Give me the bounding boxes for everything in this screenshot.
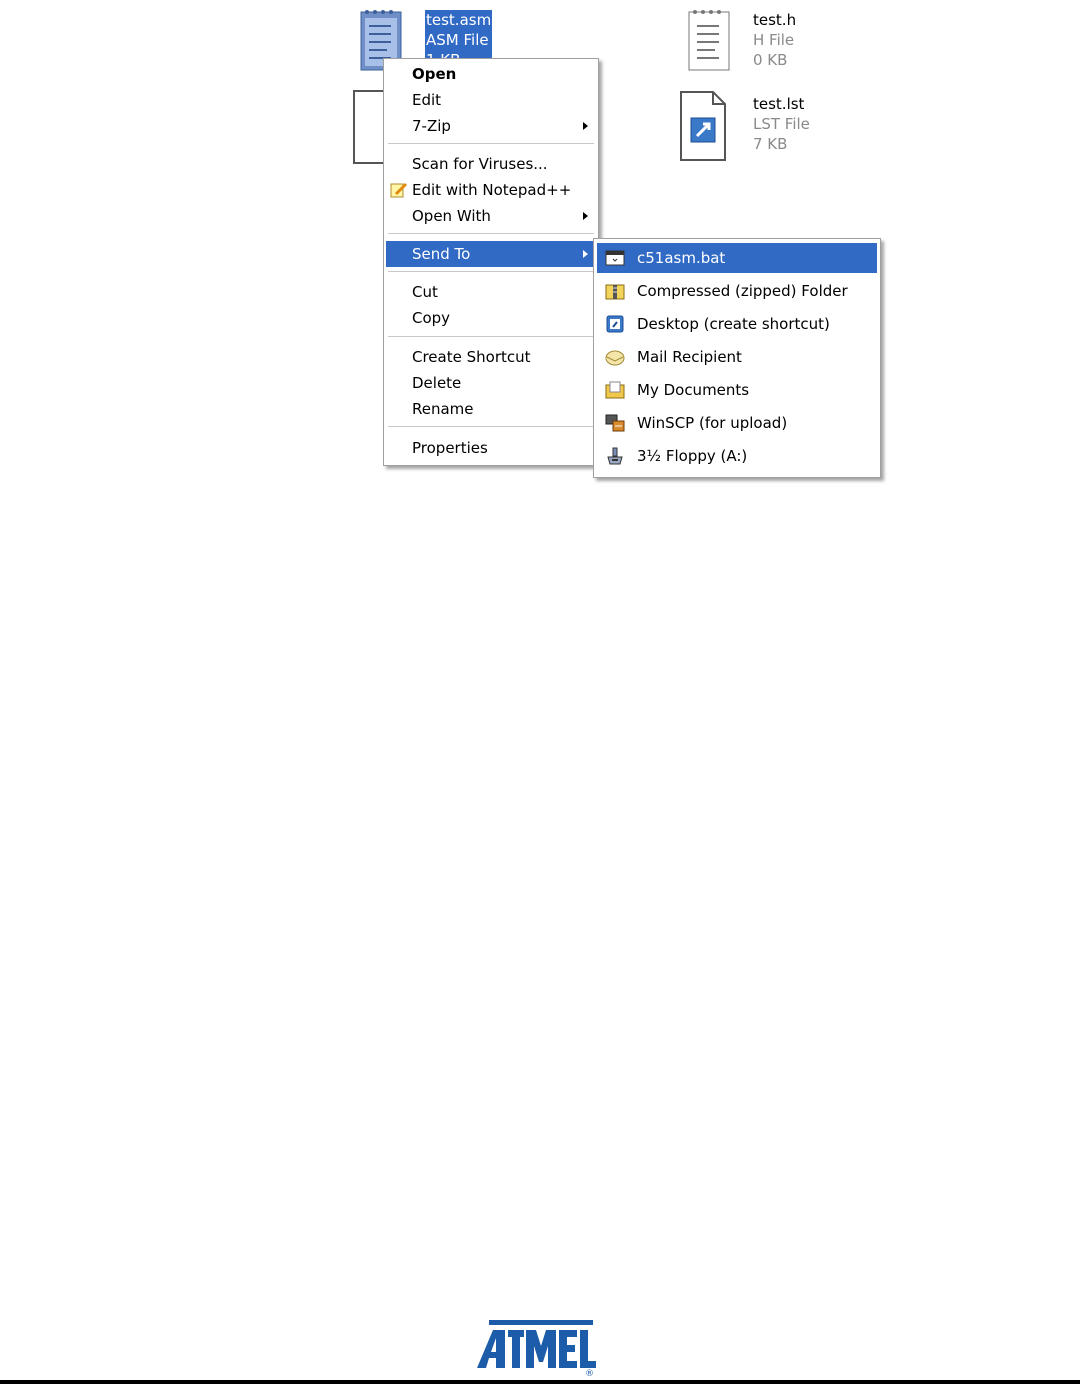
submenu-arrow-icon (583, 122, 588, 130)
send-to-label: 3½ Floppy (A:) (637, 447, 748, 465)
file-name: test.h (753, 11, 797, 29)
desktop-icon (605, 315, 625, 333)
send-to-submenu (593, 238, 881, 478)
menu-item-label: Delete (412, 374, 462, 392)
menu-item-cut[interactable] (386, 279, 596, 305)
file-name: test.asm (426, 11, 492, 29)
submenu-arrow-icon (583, 212, 588, 220)
send-to-item-mail-recipient[interactable] (597, 342, 877, 372)
menu-item-label: Copy (412, 309, 451, 327)
menu-item-label: 7-Zip (412, 117, 451, 135)
zip-folder-icon (605, 282, 625, 300)
menu-item-label: Edit (412, 91, 442, 109)
menu-item-edit[interactable] (386, 87, 596, 113)
send-to-item-my-documents[interactable] (597, 375, 877, 405)
menu-item-copy[interactable] (386, 305, 596, 331)
send-to-label: My Documents (637, 381, 750, 399)
mail-icon (605, 348, 625, 366)
menu-separator (388, 233, 594, 234)
send-to-label: Compressed (zipped) Folder (637, 282, 848, 300)
send-to-item-compressed-folder[interactable] (597, 276, 877, 306)
menu-item-label: Open With (412, 207, 491, 225)
send-to-item-floppy[interactable] (597, 441, 877, 471)
my-documents-icon (605, 381, 625, 399)
menu-item-label: Create Shortcut (412, 348, 531, 366)
send-to-label: Mail Recipient (637, 348, 742, 366)
menu-item-properties[interactable] (386, 435, 596, 461)
file-type: H File (753, 31, 795, 49)
submenu-arrow-icon (583, 250, 588, 258)
send-to-item-desktop[interactable] (597, 309, 877, 339)
explorer-window (345, 0, 890, 500)
winscp-icon (605, 414, 625, 432)
file-type: ASM File (425, 30, 492, 50)
menu-separator (388, 336, 594, 337)
send-to-label: Desktop (create shortcut) (637, 315, 830, 333)
send-to-label: c51asm.bat (637, 249, 726, 267)
file-type: LST File (753, 115, 810, 133)
menu-item-label: Rename (412, 400, 474, 418)
menu-separator (388, 143, 594, 144)
file-size: 7 KB (753, 135, 788, 153)
batch-file-icon (605, 249, 625, 267)
menu-item-label: Send To (412, 245, 471, 263)
text-file-icon (685, 8, 733, 74)
shortcut-file-icon (679, 88, 729, 164)
menu-item-scan-viruses[interactable] (386, 151, 596, 177)
menu-item-open-with[interactable] (386, 203, 596, 229)
send-to-label: WinSCP (for upload) (637, 414, 788, 432)
registered-mark: ® (585, 1369, 594, 1376)
menu-item-open[interactable] (386, 61, 596, 87)
menu-separator (388, 426, 594, 427)
menu-item-delete[interactable] (386, 370, 596, 396)
menu-separator (388, 271, 594, 272)
menu-item-edit-notepadpp[interactable] (386, 177, 596, 203)
context-menu (383, 58, 599, 466)
menu-item-label: Scan for Viruses... (412, 155, 548, 173)
atmel-logo (475, 1318, 599, 1376)
footer-rule (0, 1380, 1080, 1384)
menu-item-label: Cut (412, 283, 438, 301)
menu-item-label: Properties (412, 439, 488, 457)
floppy-icon (605, 447, 625, 465)
send-to-item-c51asm-bat[interactable] (597, 243, 877, 273)
file-size: 0 KB (753, 51, 788, 69)
menu-item-rename[interactable] (386, 396, 596, 422)
send-to-item-winscp[interactable] (597, 408, 877, 438)
notepadpp-icon (390, 182, 408, 198)
menu-item-7zip[interactable] (386, 113, 596, 139)
file-name: test.lst (753, 95, 805, 113)
menu-item-label: Open (412, 65, 457, 83)
menu-item-label: Edit with Notepad++ (412, 181, 572, 199)
menu-item-send-to[interactable] (386, 241, 596, 267)
menu-item-create-shortcut[interactable] (386, 344, 596, 370)
